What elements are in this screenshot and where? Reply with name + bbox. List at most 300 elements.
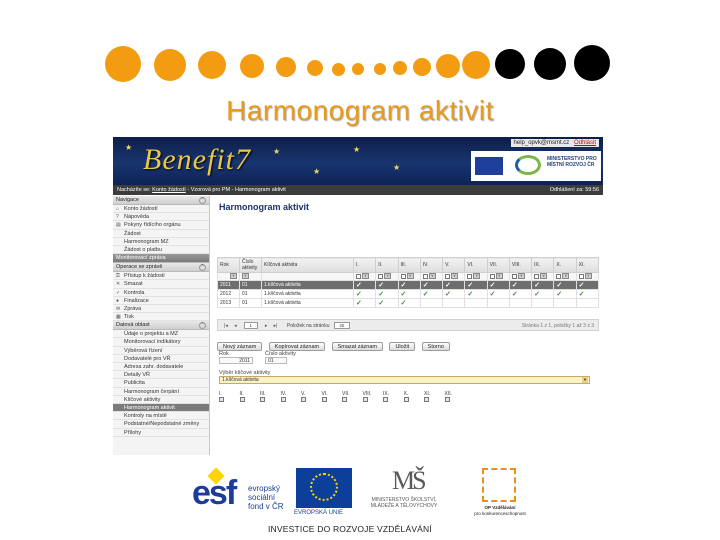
sidebar-item[interactable] [113, 238, 209, 246]
pager [217, 319, 599, 331]
sidebar-item[interactable] [113, 396, 209, 404]
month-label: IV. [280, 391, 287, 397]
sidebar-item-label: Monitorovací indikátory [124, 339, 181, 346]
finalize-icon: ● [116, 297, 120, 304]
sidebar-item[interactable] [113, 289, 209, 297]
sidebar-item[interactable] [113, 347, 209, 355]
table-cell [509, 290, 531, 299]
user-email: help_opvk@msmt.cz [513, 140, 570, 146]
sidebar-item[interactable] [113, 230, 209, 238]
activity-select[interactable] [219, 376, 590, 384]
check-icon: ✓ [445, 282, 451, 289]
month-checkbox-group [424, 391, 442, 403]
column-header[interactable]: X. [554, 258, 576, 273]
table-cell [420, 290, 442, 299]
esf-line: fond v ČR [248, 502, 284, 511]
filter-cell [262, 273, 354, 281]
column-header[interactable]: Číslo aktivity [240, 258, 262, 273]
filter-cell [420, 273, 442, 281]
table-cell [576, 281, 598, 290]
sidebar-item[interactable] [113, 305, 209, 313]
table-cell [354, 290, 376, 299]
sidebar-item[interactable] [113, 355, 209, 363]
home-icon: ⌂ [116, 206, 120, 212]
month-label: VII. [342, 391, 350, 397]
table-cell [465, 290, 487, 299]
investment-slogan: INVESTICE DO ROZVOJE VZDĚLÁVÁNÍ [268, 524, 432, 534]
sidebar-item-label: Žádost [124, 230, 141, 237]
column-header[interactable]: VI. [465, 258, 487, 273]
prev-page-button[interactable]: ◂ [234, 322, 237, 329]
star-icon: ★ [125, 143, 133, 152]
check-icon: ✓ [378, 282, 385, 289]
month-checkbox-group [363, 391, 381, 403]
sidebar-item-label: Pokyny řídícího orgánu [124, 222, 181, 229]
sidebar-item[interactable] [113, 280, 209, 288]
table-cell [487, 299, 509, 308]
sidebar-section-header[interactable]: Operace se zprávě ⌃ [113, 263, 209, 272]
sidebar-item-label: Přílohy [124, 429, 142, 436]
mmr-logo-icon [515, 155, 541, 175]
filter-cell [354, 273, 376, 281]
table-cell [443, 290, 465, 299]
sidebar-item-label: Adresa zahr. dodavatele [124, 364, 184, 370]
filter-checkbox[interactable] [401, 274, 406, 279]
sidebar-item[interactable] [113, 205, 209, 213]
check-icon: ✓ [445, 291, 451, 298]
month-checkbox[interactable] [404, 397, 409, 402]
table-cell [509, 299, 531, 308]
column-header[interactable]: III. [398, 258, 420, 273]
sidebar-item[interactable] [113, 213, 209, 221]
table-cell [465, 281, 487, 290]
decorative-dot [307, 60, 323, 76]
page-number[interactable]: 1 [244, 322, 258, 329]
column-header[interactable]: V. [443, 258, 465, 273]
filter-checkbox[interactable] [512, 274, 517, 279]
check-icon: ✓ [400, 291, 407, 298]
filter-checkbox[interactable] [467, 274, 472, 279]
eu-stars-icon [310, 473, 338, 501]
breadcrumb-prefix: Nacházíte se: [117, 187, 151, 193]
sidebar-item[interactable] [113, 246, 209, 254]
sidebar-item[interactable] [113, 221, 209, 229]
month-checkboxes [219, 391, 599, 407]
filter-icon[interactable]: Y [496, 273, 503, 279]
activity-no-field[interactable]: 01 [265, 357, 287, 364]
sidebar-item-label: Údaje o projektu a MZ [124, 331, 179, 338]
table-row[interactable] [218, 290, 599, 299]
delete-icon: ✕ [116, 281, 121, 288]
chevron-down-icon[interactable]: ▼ [583, 377, 587, 382]
table-cell [554, 281, 576, 290]
filter-cell [398, 273, 420, 281]
main-panel [213, 196, 601, 455]
check-icon: ✓ [378, 291, 385, 298]
month-checkbox[interactable] [445, 397, 450, 402]
check-icon: ✓ [556, 282, 563, 289]
table-cell [532, 281, 554, 290]
sidebar-item-label: Přístup k žádosti [124, 273, 165, 280]
table-cell [576, 299, 598, 308]
select-activity-label: Výběr klíčové aktivity [219, 370, 271, 376]
table-cell [354, 299, 376, 308]
month-checkbox-group [301, 391, 319, 403]
sidebar-item[interactable] [113, 379, 209, 387]
check-icon: ✓ [356, 291, 362, 298]
filter-icon[interactable]: Y [585, 273, 592, 279]
decorative-dot [413, 58, 431, 76]
filter-checkbox[interactable] [445, 274, 450, 279]
month-checkbox[interactable] [281, 397, 286, 402]
logout-link[interactable]: Odhlásit [573, 140, 596, 146]
filter-cell [465, 273, 487, 281]
month-label: II. [239, 391, 244, 397]
sidebar-item-label: Detaily VŘ [124, 372, 150, 379]
logout-timer [550, 187, 599, 193]
column-header[interactable]: IV. [420, 258, 442, 273]
activity-table [217, 257, 599, 308]
table-cell: 1.klíčová aktivita [262, 299, 354, 308]
month-checkbox[interactable] [363, 397, 368, 402]
table-cell [443, 299, 465, 308]
year-field[interactable]: 2011 [219, 357, 253, 364]
key-icon: ⚿ [116, 273, 120, 280]
check-icon: ✓ [400, 300, 407, 307]
table-row[interactable] [218, 281, 599, 290]
column-header[interactable]: Klíčová aktivita [262, 258, 354, 273]
decorative-dot [436, 54, 460, 78]
year-label: Rok [219, 351, 229, 357]
sidebar-item-label: Kontroly na místě [124, 413, 167, 420]
per-page-select[interactable]: 25 [334, 322, 350, 329]
check-icon: ✓ [356, 300, 362, 307]
new-record-button[interactable]: Nový záznam [217, 342, 262, 351]
sidebar-item[interactable] [113, 404, 209, 412]
column-header[interactable]: IX. [532, 258, 554, 273]
sidebar-item-label: Žádost o platbu [124, 246, 162, 253]
month-checkbox[interactable] [322, 397, 327, 402]
check-icon: ✓ [400, 282, 407, 289]
check-icon: ✓ [511, 282, 518, 289]
table-cell [487, 281, 509, 290]
table-cell [554, 299, 576, 308]
check-icon: ✓ [489, 282, 496, 289]
star-icon: ★ [353, 145, 361, 154]
month-label: V. [301, 391, 306, 397]
mail-icon: ✉ [116, 305, 121, 312]
month-checkbox-group [342, 391, 360, 403]
esf-subtitle [248, 484, 284, 511]
year-field-group [219, 351, 253, 364]
decorative-dot [352, 63, 364, 75]
filter-checkbox[interactable] [356, 274, 361, 279]
filter-icon[interactable]: Y [540, 273, 547, 279]
check-icon: ✓ [578, 291, 585, 298]
sidebar-item-label: Kontrola [124, 289, 145, 296]
month-label: IX. [383, 391, 390, 397]
op-label [460, 505, 540, 517]
sidebar-item-label: Výběrová řízení [124, 347, 163, 354]
msmt-label [364, 497, 444, 509]
eu-flag-icon [475, 157, 503, 175]
table-cell [376, 281, 398, 290]
table-header-row [218, 258, 599, 273]
filter-icon[interactable]: Y [407, 273, 414, 279]
decorative-dot [276, 57, 296, 77]
filter-icon[interactable]: Y [451, 273, 458, 279]
breadcrumb [113, 185, 603, 195]
table-cell [532, 290, 554, 299]
msmt-logo: MŠ [392, 466, 424, 495]
filter-icon[interactable]: Y [230, 273, 237, 279]
delete-record-button[interactable]: Smazat záznam [332, 342, 383, 351]
breadcrumb-link[interactable]: Konto žádostí [152, 187, 186, 193]
check-icon: ✓ [422, 291, 429, 298]
star-icon: ★ [273, 147, 281, 156]
filter-cell [443, 273, 465, 281]
esf-line: sociální [248, 493, 276, 502]
check-icon: ✓ [511, 291, 518, 298]
activity-select-value: 1.klíčová aktivita [222, 377, 259, 383]
filter-checkbox[interactable] [490, 274, 495, 279]
per-page-label: Položek na stránku [286, 322, 330, 329]
filter-icon[interactable]: Y [362, 273, 369, 279]
month-label: III. [260, 391, 266, 397]
sidebar-section-header[interactable]: Monitorovací zpráva [113, 254, 209, 263]
filter-cell [554, 273, 576, 281]
column-header[interactable]: XI. [576, 258, 598, 273]
copy-record-button[interactable]: Kopírovat záznam [269, 342, 325, 351]
decorative-dot [393, 61, 407, 75]
column-header[interactable]: VIII. [509, 258, 531, 273]
check-icon: ✓ [489, 291, 496, 298]
sidebar-item-label: Zpráva [124, 305, 142, 312]
month-checkbox[interactable] [219, 397, 224, 402]
document-icon: ▤ [116, 222, 121, 229]
month-checkbox[interactable] [240, 397, 245, 402]
decorative-dot [574, 45, 610, 81]
column-header[interactable]: I. [354, 258, 376, 273]
month-checkbox-group [219, 391, 237, 403]
app-screenshot [113, 137, 603, 455]
table-cell [398, 290, 420, 299]
decorative-dot [534, 48, 566, 80]
table-cell [532, 299, 554, 308]
month-label: VI. [321, 391, 328, 397]
table-cell: 01 [240, 290, 262, 299]
decorative-dot [462, 51, 490, 79]
table-cell [398, 281, 420, 290]
slide-title: Harmonogram aktivit [226, 95, 494, 126]
sidebar-item-label: Dodavatelé pro VŘ [124, 355, 171, 362]
op-line: pro konkurenceschopnost [474, 511, 526, 516]
next-page-button[interactable]: ▸ [264, 322, 268, 329]
sidebar-item-label: Smazat [124, 281, 143, 288]
sidebar-item[interactable] [113, 429, 209, 437]
page-title: Harmonogram aktivit [219, 202, 310, 212]
table-cell: 01 [240, 299, 262, 308]
eu-label: EVROPSKÁ UNIE [294, 510, 344, 516]
filter-icon[interactable]: Y [242, 273, 249, 279]
filter-icon[interactable]: Y [473, 273, 480, 279]
sidebar-section-header[interactable]: Navigace ⌃ [113, 196, 209, 205]
table-cell: 2013 [218, 299, 240, 308]
action-bar [217, 335, 452, 350]
star-icon: ★ [393, 163, 401, 172]
logout-timer-value: 59:56 [585, 187, 599, 193]
month-checkbox[interactable] [424, 397, 429, 402]
collapse-icon[interactable]: ⌃ [200, 322, 205, 329]
sidebar-item-label: Tisk [124, 314, 134, 321]
check-icon: ✓ [534, 282, 540, 289]
month-checkbox[interactable] [342, 397, 347, 402]
filter-icon[interactable]: Y [518, 273, 525, 279]
user-info [511, 139, 599, 147]
sidebar-item-label: Finalizace [124, 297, 149, 304]
filter-cell [376, 273, 398, 281]
logout-timer-label: Odhlášení za: [549, 187, 584, 193]
check-icon: ✓ [556, 291, 563, 298]
check-icon: ✓ [578, 282, 585, 289]
filter-checkbox[interactable] [579, 274, 584, 279]
filter-cell [532, 273, 554, 281]
table-cell [576, 290, 598, 299]
column-header[interactable]: Rok [218, 258, 240, 273]
filter-icon[interactable]: Y [562, 273, 569, 279]
last-page-button[interactable]: ▸| [273, 322, 278, 329]
table-filter-row [218, 273, 599, 281]
column-header[interactable]: II. [376, 258, 398, 273]
decorative-dot [198, 51, 226, 79]
sidebar-item[interactable] [113, 388, 209, 396]
month-label: I. [219, 391, 222, 397]
filter-icon[interactable]: Y [384, 273, 391, 279]
month-checkbox-group [281, 391, 299, 403]
table-cell: 1.klíčová aktivita [262, 281, 354, 290]
cancel-button[interactable]: Storno [422, 342, 450, 351]
decorative-dot [332, 63, 345, 76]
filter-checkbox[interactable] [556, 274, 561, 279]
month-checkbox[interactable] [383, 397, 388, 402]
sidebar-item[interactable] [113, 412, 209, 420]
decorative-dot [240, 54, 264, 78]
sidebar-item-label: Podstatné/Nepodstatné změny [124, 421, 200, 428]
help-icon: ? [116, 214, 119, 221]
table-cell [554, 290, 576, 299]
check-icon: ✓ [116, 289, 121, 296]
filter-cell [509, 273, 531, 281]
check-icon: ✓ [534, 291, 540, 298]
table-cell: 1.klíčová aktivita [262, 290, 354, 299]
sidebar-item[interactable] [113, 371, 209, 379]
sidebar-item[interactable] [113, 272, 209, 280]
table-cell [354, 281, 376, 290]
table-cell: 2011 [218, 281, 240, 290]
filter-cell [218, 273, 240, 281]
table-cell [509, 281, 531, 290]
esf-logo: esf [192, 474, 236, 512]
sidebar-item-label: Nápověda [124, 214, 150, 221]
table-row[interactable] [218, 299, 599, 308]
table-cell [398, 299, 420, 308]
sidebar [113, 196, 210, 455]
table-cell: 01 [240, 281, 262, 290]
table-cell: 2012 [218, 290, 240, 299]
month-checkbox-group [404, 391, 422, 403]
month-checkbox-group [322, 391, 340, 403]
filter-cell [576, 273, 598, 281]
pager-info: Stránka 1 z 1, položky 1 až 3 z 3 [521, 323, 594, 329]
print-icon: ▦ [116, 314, 121, 321]
activity-no-label: Číslo aktivity [265, 351, 296, 357]
month-checkbox-group [260, 391, 278, 403]
table-cell [420, 281, 442, 290]
month-checkbox-group [445, 391, 463, 403]
decorative-dot [105, 46, 141, 82]
partner-logos [471, 151, 601, 181]
msmt-line: MLÁDEŽE A TĚLOVÝCHOVY [370, 503, 438, 509]
table-cell [487, 290, 509, 299]
filter-checkbox[interactable] [378, 274, 383, 279]
collapse-icon[interactable]: ⌃ [200, 197, 205, 203]
sidebar-item[interactable] [113, 420, 209, 428]
table-cell [376, 290, 398, 299]
check-icon: ✓ [356, 282, 362, 289]
table-cell [465, 299, 487, 308]
save-button[interactable]: Uložit [389, 342, 415, 351]
month-label: VIII. [362, 391, 372, 397]
month-label: X. [403, 391, 409, 397]
sidebar-item-label: Publicita [124, 380, 145, 387]
filter-icon[interactable]: Y [429, 273, 436, 279]
op-line: OP Vzdělávání [484, 505, 516, 510]
month-checkbox-group [383, 391, 401, 403]
msmt-line: MINISTERSTVO ŠKOLSTVÍ, [371, 497, 437, 503]
column-header[interactable]: VII. [487, 258, 509, 273]
sidebar-section-header[interactable]: Datová oblast ⌃ [113, 321, 209, 330]
filter-checkbox[interactable] [534, 274, 539, 279]
sidebar-item[interactable] [113, 313, 209, 321]
month-checkbox[interactable] [301, 397, 306, 402]
decorative-dot [374, 63, 386, 75]
benefit7-logo: Benefit7 [143, 143, 251, 176]
decorative-dot [154, 49, 186, 81]
sidebar-item-label: Klíčové aktivity [124, 396, 161, 403]
breadcrumb-rest: - Vzorová pro PM - Harmonogram aktivit [187, 187, 286, 193]
footer-logos [190, 462, 540, 540]
sidebar-item-label: Harmonogram čerpání [124, 388, 180, 395]
month-label: XII. [444, 391, 453, 397]
filter-cell [240, 273, 262, 281]
month-checkbox[interactable] [260, 397, 265, 402]
sidebar-item[interactable] [113, 297, 209, 305]
decorative-dot [495, 49, 525, 79]
table-cell [443, 281, 465, 290]
filter-cell [487, 273, 509, 281]
collapse-icon[interactable]: ⌃ [200, 264, 205, 271]
esf-line: evropský [248, 484, 281, 493]
star-icon: ★ [313, 167, 321, 176]
sidebar-item[interactable] [113, 330, 209, 338]
sidebar-item[interactable] [113, 338, 209, 346]
first-page-button[interactable]: |◂ [224, 322, 228, 329]
sidebar-item[interactable] [113, 363, 209, 371]
check-icon: ✓ [378, 300, 385, 307]
ministry-name: MINISTERSTVO PRO MÍSTNÍ ROZVOJ ČR [547, 156, 597, 168]
sidebar-item-label: Harmonogram MZ [124, 238, 169, 245]
filter-checkbox[interactable] [423, 274, 428, 279]
